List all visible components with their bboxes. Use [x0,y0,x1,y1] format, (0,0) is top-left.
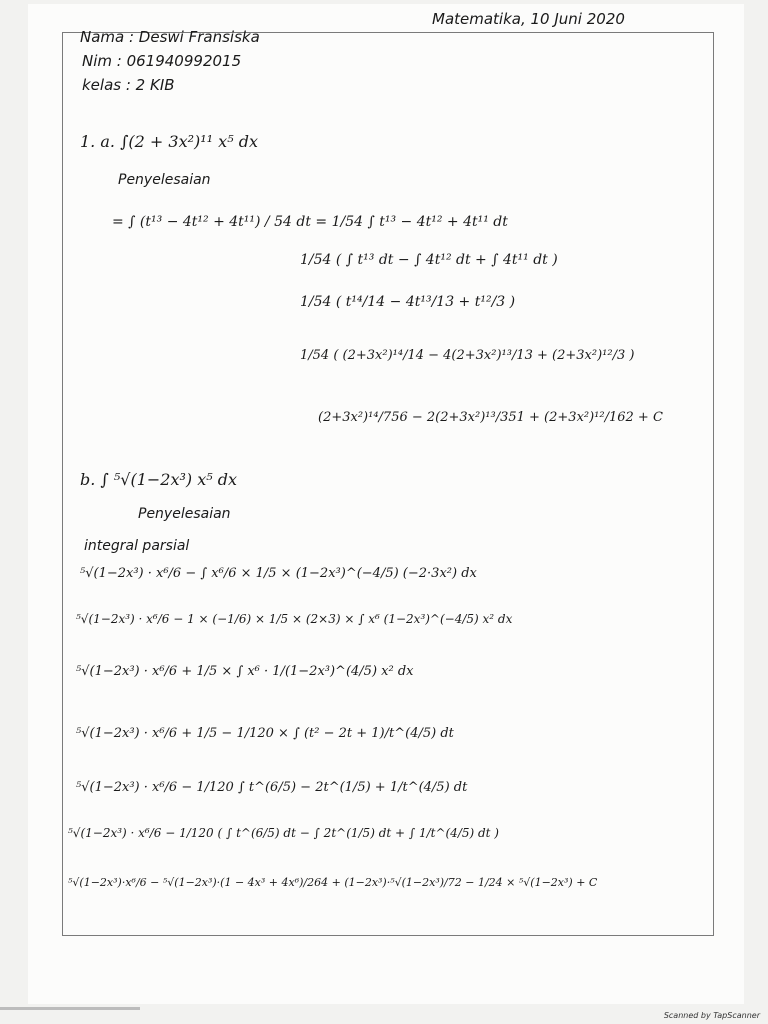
problem-b-step-4: ⁵√(1−2x³) · x⁶/6 + 1/5 − 1/120 × ∫ (t² − 2t + 1)/t^(4/5) dt [76,726,454,741]
problem-a-step-2: 1/54 ( ∫ t¹³ dt − ∫ 4t¹² dt + ∫ 4t¹¹ dt ) [300,252,558,268]
scan-edge [0,1007,140,1010]
problem-a-solution-label: Penyelesaian [118,172,211,188]
student-class: kelas : 2 KIB [82,76,175,94]
problem-b-step-1: ⁵√(1−2x³) · x⁶/6 − ∫ x⁶/6 × 1/5 × (1−2x³)^(−4/5) (−2·3x²) dx [80,566,477,581]
problem-a-question: 1. a. ∫(2 + 3x²)¹¹ x⁵ dx [80,132,258,151]
student-name: Nama : Deswi Fransiska [80,28,260,46]
problem-b-step-5: ⁵√(1−2x³) · x⁶/6 − 1/120 ∫ t^(6/5) − 2t^(1/5) + 1/t^(4/5) dt [76,780,468,795]
date-line: Matematika, 10 Juni 2020 [432,10,625,28]
problem-b-step-2: ⁵√(1−2x³) · x⁶/6 − 1 × (−1/6) × 1/5 × (2×3) × ∫ x⁶ (1−2x³)^(−4/5) x² dx [76,612,513,626]
problem-a-step-5: (2+3x²)¹⁴/756 − 2(2+3x²)¹³/351 + (2+3x²)¹²/162 + C [318,410,663,425]
problem-a-step-1: = ∫ (t¹³ − 4t¹² + 4t¹¹) / 54 dt = 1/54 ∫ t¹³ − 4t¹² + 4t¹¹ dt [112,214,508,230]
problem-b-step-6: ⁵√(1−2x³) · x⁶/6 − 1/120 ( ∫ t^(6/5) dt − ∫ 2t^(1/5) dt + ∫ 1/t^(4/5) dt ) [68,826,499,840]
problem-a-step-3: 1/54 ( t¹⁴/14 − 4t¹³/13 + t¹²/3 ) [300,294,516,310]
scanner-watermark: Scanned by TapScanner [663,1011,760,1020]
student-nim: Nim : 061940992015 [82,52,242,70]
problem-b-question: b. ∫ ⁵√(1−2x³) x⁵ dx [80,470,238,489]
problem-b-method-label: integral parsial [84,538,190,554]
problem-b-solution-label: Penyelesaian [138,506,231,522]
problem-a-step-4: 1/54 ( (2+3x²)¹⁴/14 − 4(2+3x²)¹³/13 + (2+3x²)¹²/3 ) [300,348,635,363]
problem-b-step-7: ⁵√(1−2x³)·x⁶/6 − ⁵√(1−2x³)·(1 − 4x³ + 4x⁶)/264 + (1−2x³)·⁵√(1−2x³)/72 − 1/24 × ⁵√(1−2x³) + C [68,876,598,889]
problem-b-step-3: ⁵√(1−2x³) · x⁶/6 + 1/5 × ∫ x⁶ · 1/(1−2x³)^(4/5) x² dx [76,664,414,679]
